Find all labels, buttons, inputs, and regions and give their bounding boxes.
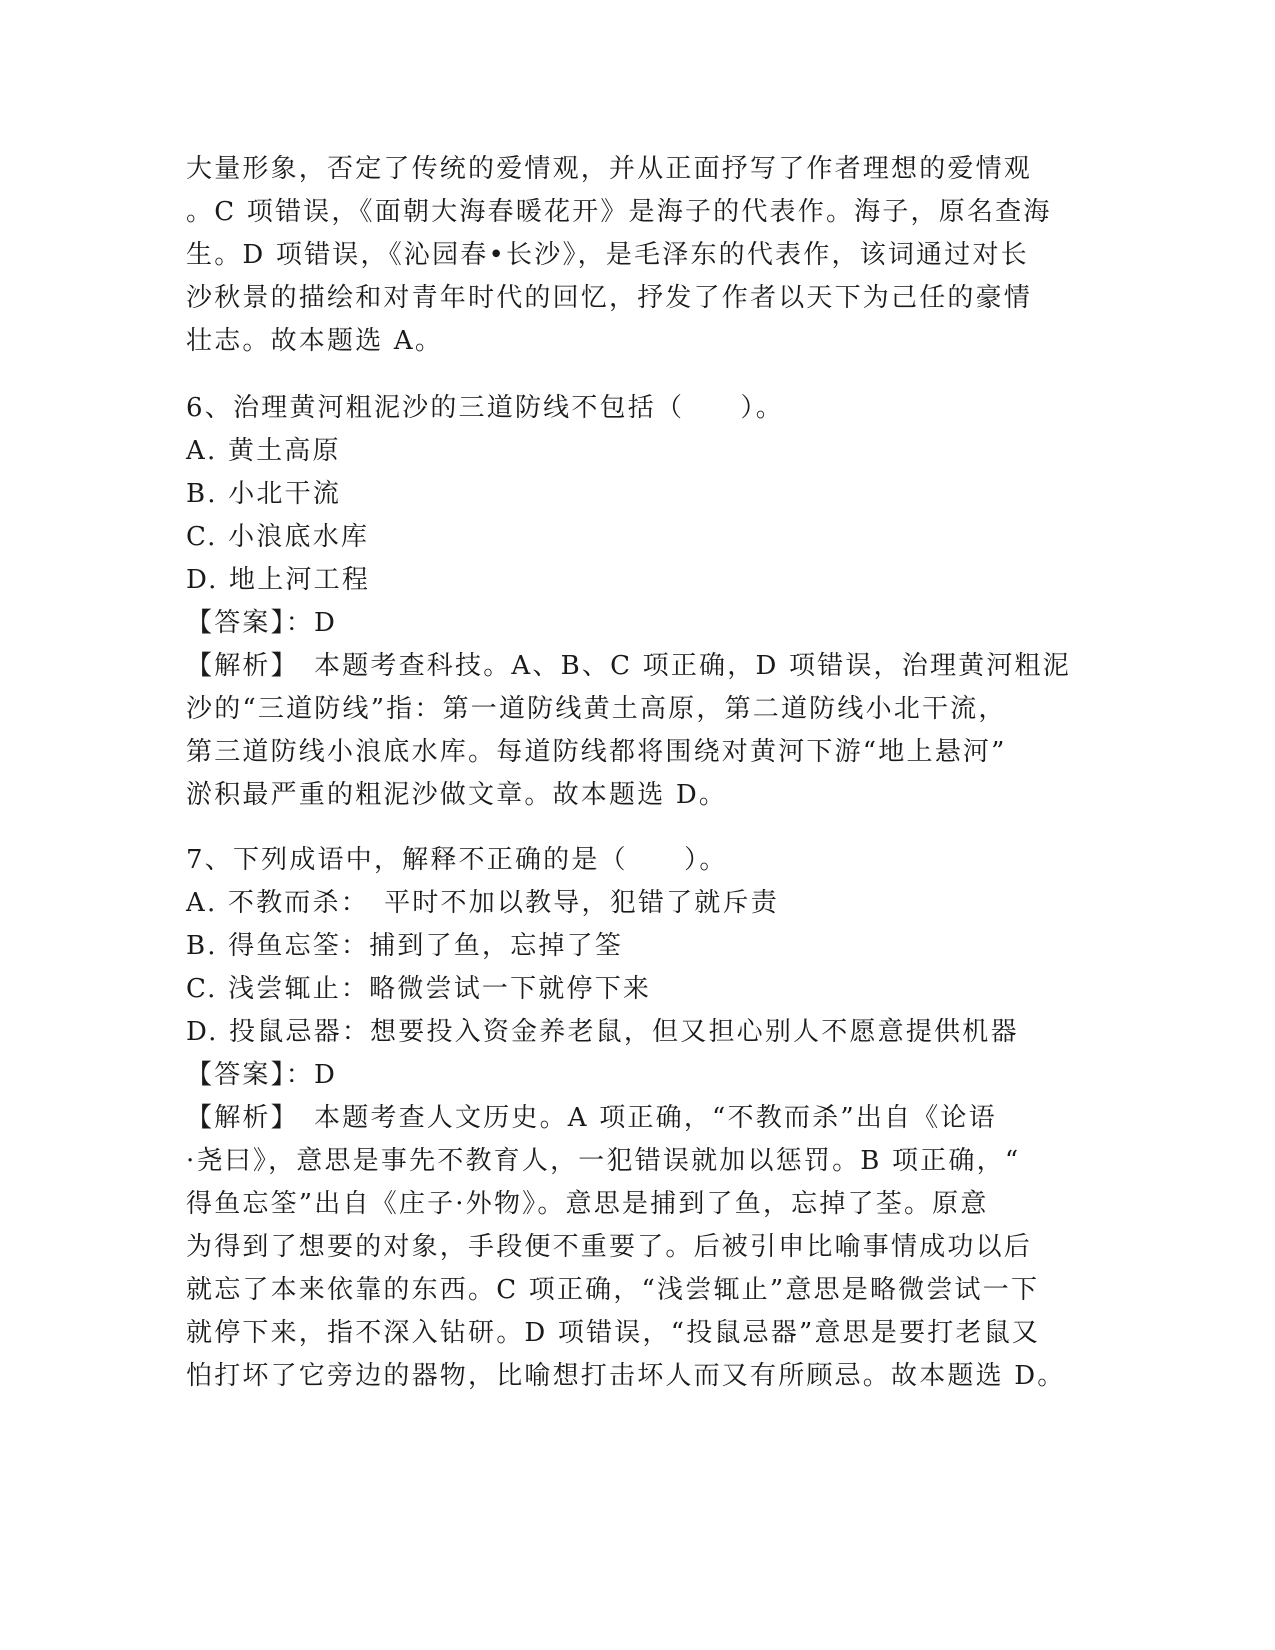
explanation-line: 【解析】 本题考查科技。A、B、C 项正确，D 项错误，治理黄河粗泥 <box>186 651 1071 681</box>
answer-line: 【答案】：D <box>186 1060 338 1090</box>
text-line: 沙秋景的描绘和对青年时代的回忆，抒发了作者以天下为己任的豪情 <box>186 283 1033 313</box>
explanation-line: 就停下来，指不深入钻研。D 项错误，“投鼠忌器”意思是要打老鼠又 <box>186 1318 1041 1348</box>
spacer <box>186 817 1086 839</box>
text-line: 生。D 项错误，《沁园春•长沙》，是毛泽东的代表作，该词通过对长 <box>186 240 1029 270</box>
option-b: B. 得鱼忘筌：捕到了鱼，忘掉了筌 <box>186 931 624 961</box>
option-c: C. 小浪底水库 <box>186 522 370 552</box>
option-d: D. 地上河工程 <box>186 565 371 595</box>
text-line: 壮志。故本题选 A。 <box>186 326 444 356</box>
explanation-line: 【解析】 本题考查人文历史。A 项正确，“不教而杀”出自《论语 <box>186 1103 997 1133</box>
question-stem: 6、治理黄河粗泥沙的三道防线不包括（ ）。 <box>186 393 784 423</box>
answer-line: 【答案】：D <box>186 608 338 638</box>
explanation-line: ·尧曰》，意思是事先不教育人，一犯错误就加以惩罚。B 项正确，“ <box>186 1146 1021 1176</box>
explanation-line: 得鱼忘筌”出自《庄子·外物》。意思是捕到了鱼，忘掉了荃。原意 <box>186 1189 989 1219</box>
option-d: D. 投鼠忌器：想要投入资金养老鼠，但又担心别人不愿意提供机器 <box>186 1017 1019 1047</box>
spacer <box>186 363 1086 387</box>
document-page <box>186 148 1086 1398</box>
text-line: 。C 项错误，《面朝大海春暖花开》是海子的代表作。海子，原名查海 <box>186 197 1052 227</box>
option-c: C. 浅尝辄止：略微尝试一下就停下来 <box>186 974 652 1004</box>
question-7 <box>186 839 1086 1398</box>
explanation-line: 为得到了想要的对象，手段便不重要了。后被引申比喻事情成功以后 <box>186 1232 1033 1262</box>
explanation-line: 第三道防线小浪底水库。每道防线都将围绕对黄河下游“地上悬河” <box>186 737 1007 767</box>
option-b: B. 小北干流 <box>186 479 342 509</box>
explanation-line: 沙的“三道防线”指：第一道防线黄土高原，第二道防线小北干流， <box>186 694 1007 724</box>
explanation-line: 怕打坏了它旁边的器物，比喻想打击坏人而又有所顾忌。故本题选 D。 <box>186 1361 1066 1391</box>
text-line: 大量形象，否定了传统的爱情观，并从正面抒写了作者理想的爱情观 <box>186 154 1033 184</box>
option-a: A. 不教而杀： 平时不加以教导，犯错了就斥责 <box>186 888 779 918</box>
explanation-line: 就忘了本来依靠的东西。C 项正确，“浅尝辄止”意思是略微尝试一下 <box>186 1275 1040 1305</box>
option-a: A. 黄土高原 <box>186 436 341 466</box>
question-6 <box>186 387 1086 817</box>
explanation-line: 淤积最严重的粗泥沙做文章。故本题选 D。 <box>186 780 728 810</box>
question-stem: 7、下列成语中，解释不正确的是（ ）。 <box>186 845 728 875</box>
prev-explanation <box>186 148 1086 363</box>
